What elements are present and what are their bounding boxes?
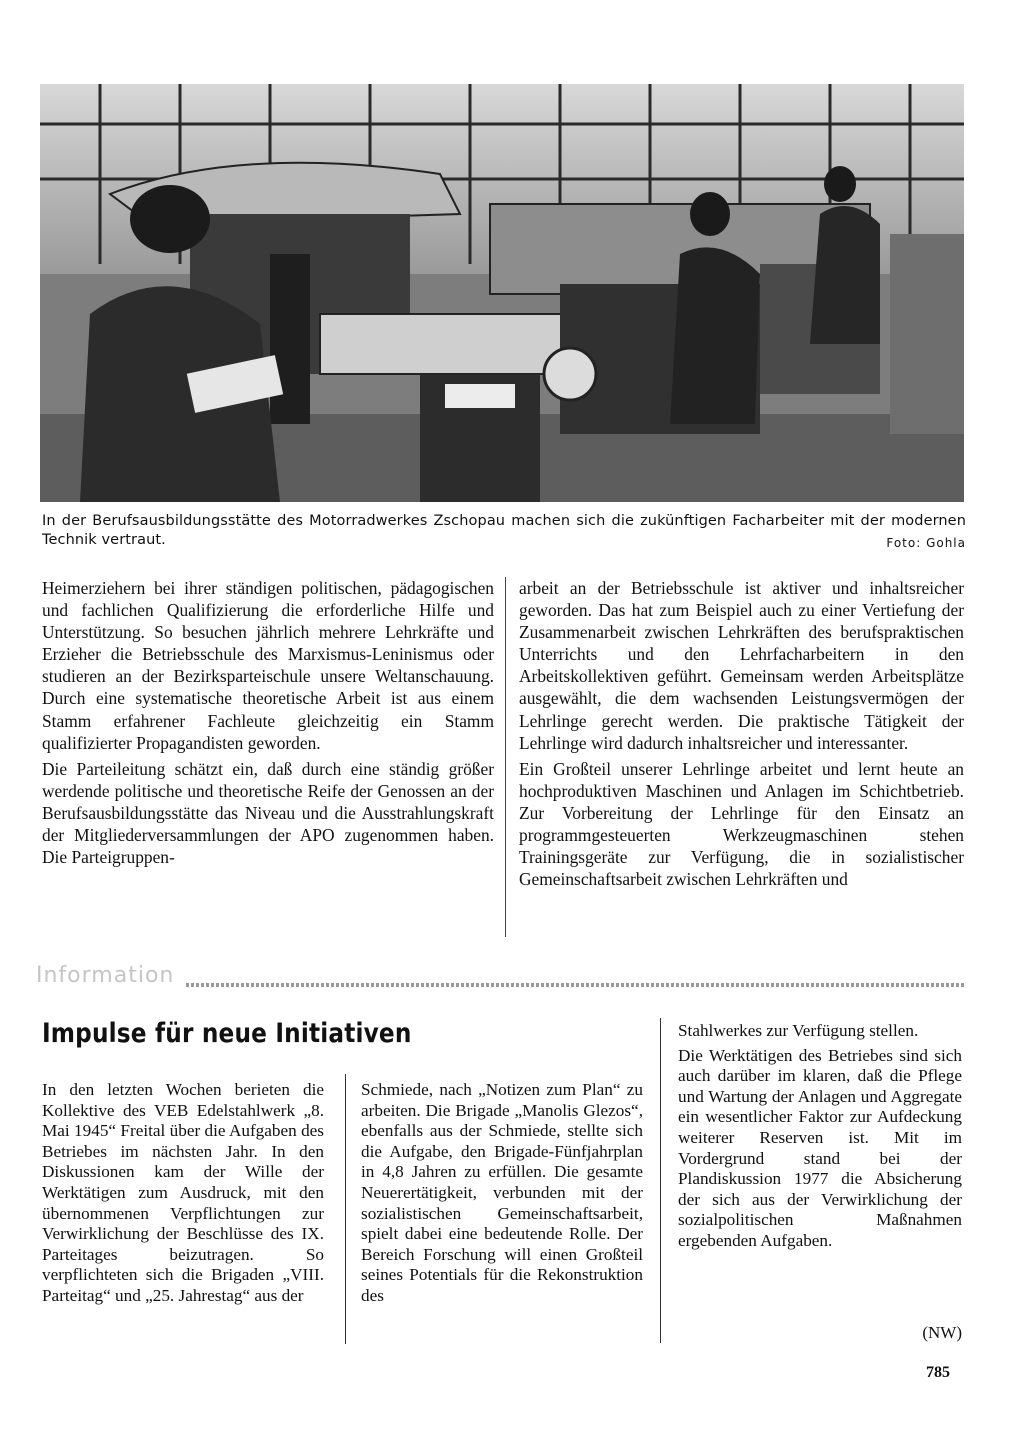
column-divider (345, 1074, 346, 1344)
information-label: Information (36, 963, 175, 988)
news-column-3 (678, 1021, 962, 1252)
information-banner (36, 963, 966, 999)
article-paragraph: Heimerziehern bei ihrer ständigen politischen, pädagogischen und fachlichen Qualifizierung die erforderliche Hilfe und Unterstützung. So besuchen jährlich mehrere Lehrkräfte und Erzieher die Betriebsschule des Marxismus-Leninismus oder studieren an der Bezirksparteischule unsere Weltanschauung. Durch eine systematische theoretische Arbeit ist aus einem Stamm erfahrener Fachleute gleichzeitig ein Stamm qualifizierter Propagandisten geworden. (42, 578, 494, 753)
news-paragraph: Die Werktätigen des Betriebes sind sich auch darüber im klaren, daß die Pflege und Wartung der Anlagen und Aggregate ein wesentlicher Faktor zur Aufdeckung weiterer Reserven ist. Mit im Vordergrund stand bei der Plandiskussion 1977 die Absicherung der sich aus der Verwirklichung der sozialpolitischen Maßnahmen ergebenden Aufgaben. (678, 1045, 962, 1250)
article-paragraph: Die Parteileitung schätzt ein, daß durch eine ständig größer werdende politische und theoretische Reife der Genossen an der Berufsausbildungsstätte das Niveau und die Ausstrahlungskraft der Mitgliederversammlungen der APO zugenommen haben. Die Parteigruppen- (42, 758, 494, 868)
workshop-photo-icon (40, 84, 964, 502)
news-column-2 (361, 1080, 643, 1307)
article-paragraph: Ein Großteil unserer Lehrlinge arbeitet und lernt heute an hochproduktiven Maschinen und Anlagen im Schichtbetrieb. Zur Vorbereitung der Lehrlinge für den Einsatz an programmgesteuerten Werkzeugmaschinen stehen Trainingsgeräte zur Verfügung, die in sozialistischer Gemeinschaftsarbeit zwischen Lehrkräften und (519, 758, 964, 890)
column-divider (660, 1018, 661, 1343)
article-column-left (42, 577, 494, 868)
dotted-rule (186, 983, 966, 987)
news-paragraph: In den letzten Wochen berieten die Kollektive des VEB Edelstahlwerk „8. Mai 1945“ Freital über die Aufgaben des Betriebes im nächsten Jahr. In den Diskussionen kam der Wille der Werktätigen zum Ausdruck, mit den übernommenen Verpflichtungen zur Verwirklichung der Beschlüsse des IX. Parteitages beizutragen. So verpflichteten sich die Brigaden „VIII. Parteitag“ und „25. Jahrestag“ aus der (42, 1080, 324, 1305)
photo-caption (42, 512, 966, 550)
article-paragraph: arbeit an der Betriebsschule ist aktiver und inhaltsreicher geworden. Das hat zum Beispiel auch zu einer Vertiefung der Zusammenarbeit zwischen Lehrkräften des berufspraktischen Unterrichts und den Lehrfacharbeitern in den Arbeitskollektiven geführt. Gemeinsam werden Arbeitsplätze ausgewählt, die dem wachsenden Leistungsvermögen der Lehrlinge gerecht werden. Die praktische Tätigkeit der Lehrlinge wird dadurch inhaltsreicher und interessanter. (519, 578, 964, 753)
author-signature: (NW) (922, 1323, 962, 1342)
news-paragraph: Stahlwerkes zur Verfügung stellen. (678, 1021, 919, 1040)
headline: Impulse für neue Initiativen (42, 1018, 412, 1049)
caption-text: In der Berufsausbildungsstätte des Motorradwerkes Zschopau machen sich die zukünftigen Facharbeiter mit der modernen Technik vertraut. (42, 513, 966, 548)
news-paragraph: Schmiede, nach „Notizen zum Plan“ zu arbeiten. Die Brigade „Manolis Glezos“, ebenfalls aus der Schmiede, stellte sich die Aufgabe, den Brigade-Fünfjahrplan in 4,8 Jahren zu erfüllen. Die gesamte Neuerertätigkeit, verbunden mit der sozialistischen Gemeinschaftsarbeit, spielt dabei eine bedeutende Rolle. Der Bereich Forschung will einen Großteil seines Potentials für die Rekonstruktion des (361, 1080, 643, 1305)
article-column-right (519, 577, 964, 890)
workshop-photo (40, 84, 964, 502)
page-number: 785 (926, 1364, 950, 1381)
photo-credit: Foto: Gohla (886, 536, 966, 550)
news-column-1 (42, 1080, 324, 1307)
column-divider (505, 577, 506, 937)
